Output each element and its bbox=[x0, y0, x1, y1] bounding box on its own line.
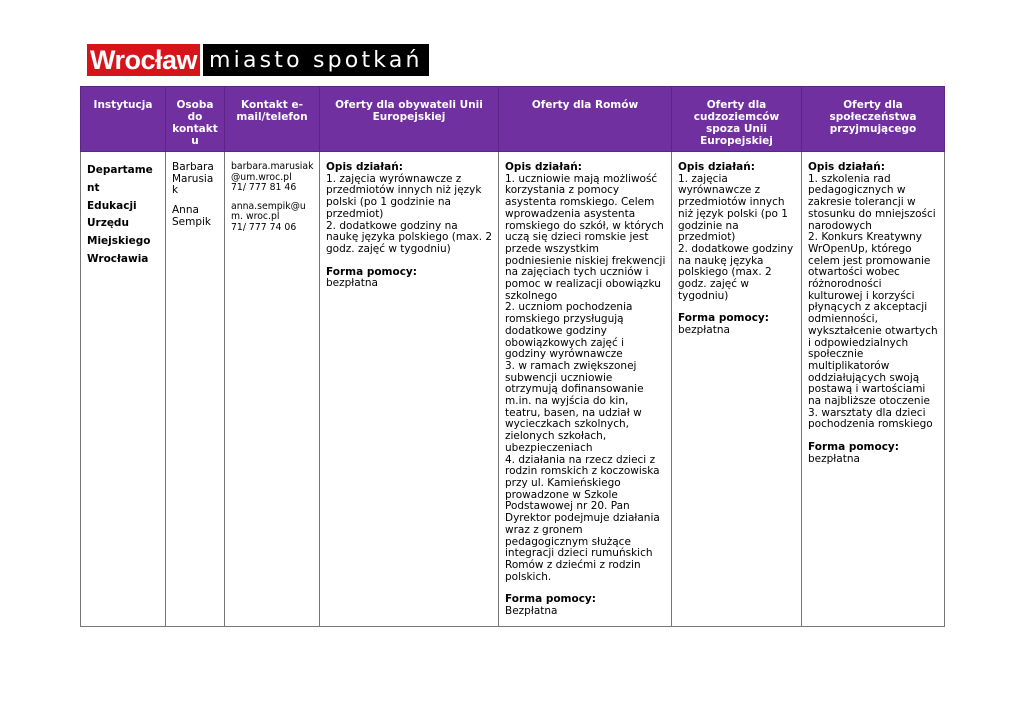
phone-number: 71/ 777 74 06 bbox=[231, 221, 297, 233]
form-value: bezpłatna bbox=[808, 452, 860, 465]
form-label: Forma pomocy: bbox=[808, 441, 899, 454]
form-value: bezpłatna bbox=[678, 324, 730, 337]
offers-table bbox=[80, 86, 945, 627]
logo-brand: Wrocław bbox=[87, 44, 200, 76]
offer-item: 3. warsztaty dla dzieci pochodzenia romskiego bbox=[808, 406, 933, 431]
table-header-row bbox=[81, 87, 945, 152]
cell-persons bbox=[166, 152, 225, 627]
institution-line: Edukacji bbox=[87, 199, 137, 212]
offer-item: 1. uczniowie mają możliwość korzystania z pomocy asystenta romskiego. Celem wprowadzenia asystenta romskiego do szkół, w których uczą się dzieci romskie jest przede wszystkim podniesienie niskiej frekwencji na zajęciach tych uczniów i pomoc w realizacji obowiązku szkolnego bbox=[505, 172, 666, 302]
offer-item: 1. zajęcia wyrównawcze z przedmiotów innych niż język polski (po 1 godzinie na przedmiot) bbox=[678, 172, 788, 244]
institution-line: Miejskiego bbox=[87, 235, 151, 248]
description-label: Opis działań: bbox=[326, 161, 403, 173]
email-link[interactable]: barbara.marusiak @um.wroc.pl bbox=[231, 161, 314, 183]
institution-line: Wrocławia bbox=[87, 252, 149, 265]
cell-roma-offers bbox=[499, 152, 672, 627]
header-contact: Kontakt e-mail/telefon bbox=[225, 87, 320, 152]
offer-item: 4. działania na rzecz dzieci z rodzin romskich z koczowiska przy ul. Kamieńskiego prowadzone w Szkole Podstawowej nr 20. Pan Dyrektor podejmuje działania wraz z gronem pedagogicznym służące integracji dzieci rumuńskich Romów z dziećmi z rodzin polskich. bbox=[505, 453, 660, 583]
header-institution: Instytucja bbox=[81, 87, 166, 152]
form-value: Bezpłatna bbox=[505, 605, 558, 618]
description-label: Opis działań: bbox=[678, 161, 755, 173]
table-row bbox=[81, 152, 945, 627]
logo-tagline: miasto spotkań bbox=[209, 47, 423, 73]
form-label: Forma pomocy: bbox=[505, 593, 596, 606]
institution-line: Urzędu bbox=[87, 217, 129, 230]
offer-item: 1. zajęcia wyrównawcze z przedmiotów innych niż język polski (po 1 godzinie na przedmiot) bbox=[326, 172, 482, 220]
person-name: Anna Sempik bbox=[172, 204, 212, 228]
offer-item: 3. w ramach zwiększonej subwencji uczniowie otrzymują dofinansowanie m.in. na wyjścia do kin, teatru, basen, na udział w wycieczkach szkolnych, zielonych szkołach, ubezpieczeniach bbox=[505, 359, 644, 454]
header-roma-offers: Oferty dla Romów bbox=[499, 87, 672, 152]
description-label: Opis działań: bbox=[808, 161, 885, 173]
institution-line: Departament bbox=[87, 164, 153, 194]
offer-item: 1. szkolenia rad pedagogicznych w zakresie tolerancji w stosunku do mniejszości narodowych bbox=[808, 172, 936, 232]
offer-item: 2. dodatkowe godziny na naukę języka polskiego (max. 2 godz. zajęć w tygodniu) bbox=[678, 242, 794, 302]
description-label: Opis działań: bbox=[505, 161, 582, 173]
email-link[interactable]: anna.sempik@um. wroc.pl bbox=[231, 200, 306, 223]
form-label: Forma pomocy: bbox=[326, 265, 417, 278]
header-host-society-offers: Oferty dla społeczeństwa przyjmującego bbox=[802, 87, 945, 152]
header-non-eu-offers: Oferty dla cudzoziemców spoza Unii Europejskiej bbox=[672, 87, 802, 152]
offer-item: 2. Konkurs Kreatywny WrOpenUp, którego celem jest promowanie otwartości wobec różnorodności kulturowej i korzyści płynących z akceptacji odmienności, wykształcenie otwartych i odpowiedzialnych społecznie multiplikatorów oddziałujących swoją postawą i wartościami na najbliższe otoczenie bbox=[808, 231, 938, 408]
form-value: bezpłatna bbox=[326, 277, 378, 290]
wroclaw-logo bbox=[87, 44, 429, 76]
offer-item: 2. uczniom pochodzenia romskiego przysługują dodatkowe godziny obowiązkowych zajęć i godziny wyrównawcze bbox=[505, 301, 633, 361]
phone-number: 71/ 777 81 46 bbox=[231, 182, 297, 194]
offer-item: 2. dodatkowe godziny na naukę języka polskiego (max. 2 godz. zajęć w tygodniu) bbox=[326, 219, 493, 255]
header-eu-offers: Oferty dla obywateli Unii Europejskiej bbox=[320, 87, 499, 152]
cell-contacts bbox=[225, 152, 320, 627]
cell-eu-offers bbox=[320, 152, 499, 627]
person-name: Barbara Marusiak bbox=[172, 161, 214, 197]
cell-host-society-offers bbox=[802, 152, 945, 627]
cell-institution bbox=[81, 152, 166, 627]
form-label: Forma pomocy: bbox=[678, 312, 769, 325]
header-contact-person: Osoba do kontakt u bbox=[166, 87, 225, 152]
cell-non-eu-offers bbox=[672, 152, 802, 627]
